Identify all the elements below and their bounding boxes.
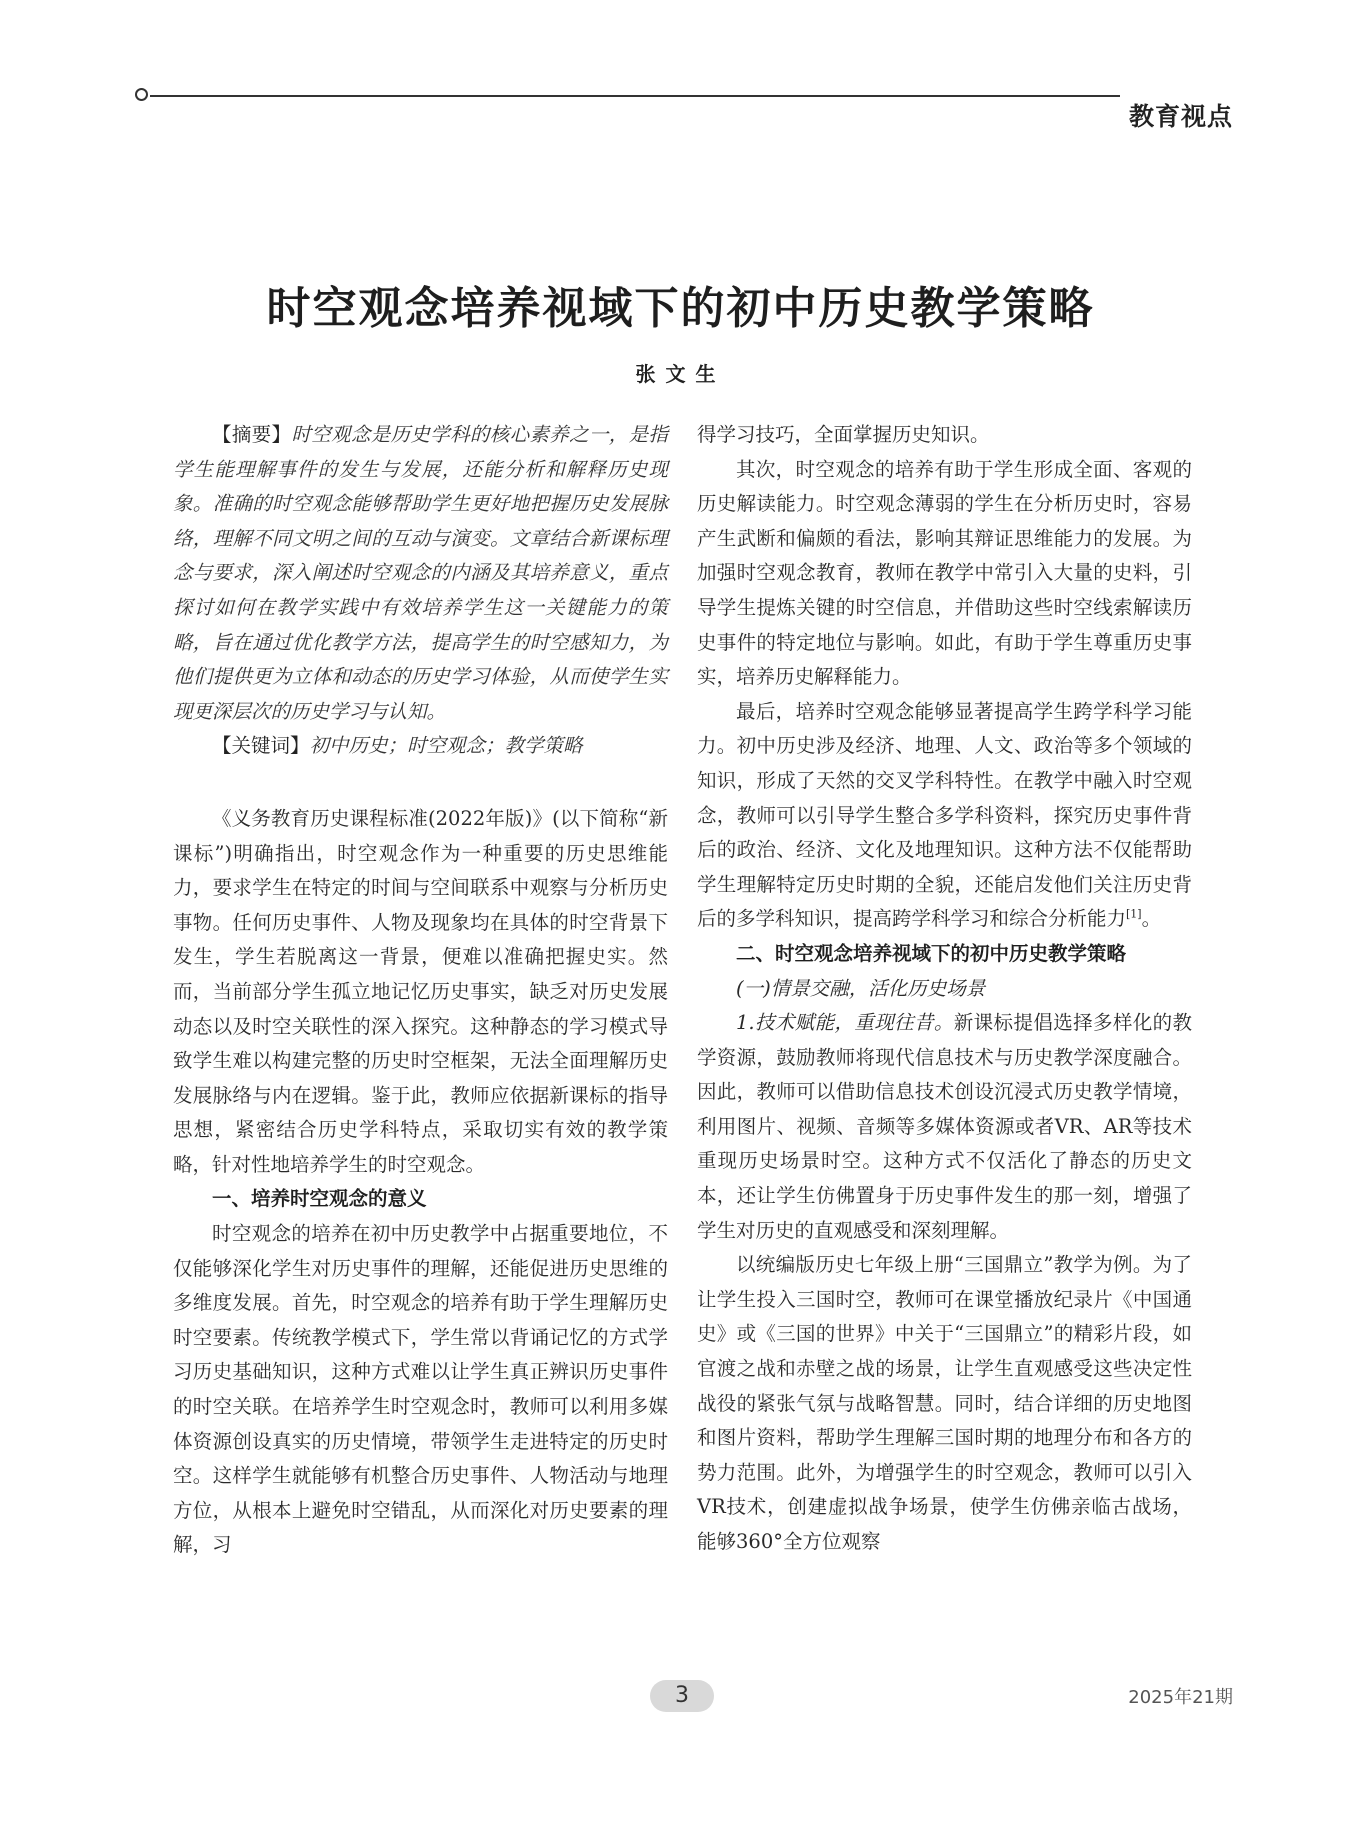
section-heading-2: 二、时空观念培养视域下的初中历史教学策略 xyxy=(736,941,1127,965)
keywords-text: 初中历史；时空观念；教学策略 xyxy=(309,734,583,758)
section1-paragraph-2: 其次，时空观念的培养有助于学生形成全面、客观的历史解读能力。时空观念薄弱的学生在分析历史时，容易产生武断和偏颇的看法，影响其辩证思维能力的发展。为加强时空观念教育，教师在教学中常引入大量的史料，引导学生提炼关键的时空信息，并借助这些时空线索解读历史事件的特定地位与影响。如此，有助于学生尊重历史事实，培养历史解释能力。 xyxy=(697,457,1192,689)
article-title: 时空观念培养视域下的初中历史教学策略 xyxy=(266,283,1095,334)
section1-paragraph-1-continued: 得学习技巧，全面掌握历史知识。 xyxy=(697,423,990,446)
section1-paragraph-3 xyxy=(697,695,1192,937)
issue-label: 2025年21期 xyxy=(1128,1687,1233,1708)
section-label: 教育视点 xyxy=(1128,102,1233,131)
section-heading-1: 一、培养时空观念的意义 xyxy=(212,1187,427,1211)
abstract-text: 时空观念是历史学科的核心素养之一，是指学生能理解事件的发生与发展，还能分析和解释历史现象。准确的时空观念能够帮助学生更好地把握历史发展脉络，理解不同文明之间的互动与演变。文章结合新课标理念与要求，深入阐述时空观念的内涵及其培养意义，重点探讨如何在教学实践中有效培养学生这一关键能力的策略，旨在通过优化教学方法，提高学生的时空感知力，为他们提供更为立体和动态的历史学习体验，从而使学生实现更深层次的历史学习与认知。 xyxy=(173,423,668,723)
article-author: 张文生 xyxy=(635,362,726,386)
citation-ref: [1] xyxy=(1126,907,1142,921)
left-column xyxy=(173,418,668,1563)
header-rule xyxy=(150,95,1120,97)
header-circle-ornament xyxy=(135,88,148,101)
abstract-label: 【摘要】 xyxy=(212,423,292,446)
section1-paragraph-1: 时空观念的培养在初中历史教学中占据重要地位，不仅能够深化学生对历史事件的理解，还能促进历史思维的多维度发展。首先，时空观念的培养有助于学生理解历史时空要素。传统教学模式下，学生常以背诵记忆的方式学习历史基础知识，这种方式难以让学生真正辨识历史事件的时空关联。在培养学生时空观念时，教师可以利用多媒体资源创设真实的历史情境，带领学生走进特定的历史时空。这样学生就能够有机整合历史事件、人物活动与地理方位，从根本上避免时空错乱，从而深化对历史要素的理解，习 xyxy=(173,1222,668,1557)
page-number-badge: 3 xyxy=(650,1680,714,1712)
intro-paragraph: 《义务教育历史课程标准(2022年版)》(以下简称“新课标”)明确指出，时空观念作为一种重要的历史思维能力，要求学生在特定的时间与空间联系中观察与分析历史事物。任何历史事件、人物及现象均在具体的时空背景下发生，学生若脱离这一背景，便难以准确把握史实。然而，当前部分学生孤立地记忆历史事实，缺乏对历史发展动态以及时空关联性的深入探究。这种静态的学习模式导致学生难以构建完整的历史时空框架，无法全面理解历史发展脉络与内在逻辑。鉴于此，教师应依据新课标的指导思想，紧密结合历史学科特点，采取切实有效的教学策略，针对性地培养学生的时空观念。 xyxy=(173,806,668,1176)
example-paragraph: 以统编版历史七年级上册“三国鼎立”教学为例。为了让学生投入三国时空，教师可在课堂播放纪录片《中国通史》或《三国的世界》中关于“三国鼎立”的精彩片段，如官渡之战和赤壁之战的场景，让学生直观感受这些决定性战役的紧张气氛与战略智慧。同时，结合详细的历史地图和图片资料，帮助学生理解三国时期的地理分布和各方的势力范围。此外，为增强学生的时空观念，教师可以引入VR技术，创建虚拟战争场景，使学生仿佛亲临古战场，能够360°全方位观察 xyxy=(697,1253,1192,1553)
subsection-heading-1: (一)情景交融，活化历史场景 xyxy=(736,976,986,1000)
section1-paragraph-3-end: 。 xyxy=(1141,907,1162,931)
subpoint-label: 1.技术赋能，重现往昔。 xyxy=(736,1011,954,1035)
abstract-paragraph xyxy=(173,418,668,729)
keywords-label: 【关键词】 xyxy=(212,734,310,758)
section1-paragraph-3-text: 最后，培养时空观念能够显著提高学生跨学科学习能力。初中历史涉及经济、地理、人文、政治等多个领域的知识，形成了天然的交叉学科特性。在教学中融入时空观念，教师可以引导学生整合多学科资料，探究历史事件背后的政治、经济、文化及地理知识。这种方法不仅能帮助学生理解特定历史时期的全貌，还能启发他们关注历史背后的多学科知识，提高跨学科学习和综合分析能力 xyxy=(697,699,1192,931)
subpoint-text: 新课标提倡选择多样化的教学资源，鼓励教师将现代信息技术与历史教学深度融合。因此，教师可以借助信息技术创设沉浸式历史教学情境，利用图片、视频、音频等多媒体资源或者VR、AR等技术重现历史场景时空。这种方式不仅活化了静态的历史文本，还让学生仿佛置身于历史事件发生的那一刻，增强了学生对历史的直观感受和深刻理解。 xyxy=(697,1011,1192,1242)
right-column xyxy=(697,418,1192,1560)
keywords-paragraph xyxy=(173,729,668,764)
spacer xyxy=(173,764,668,802)
subpoint-paragraph-1 xyxy=(697,1006,1192,1248)
